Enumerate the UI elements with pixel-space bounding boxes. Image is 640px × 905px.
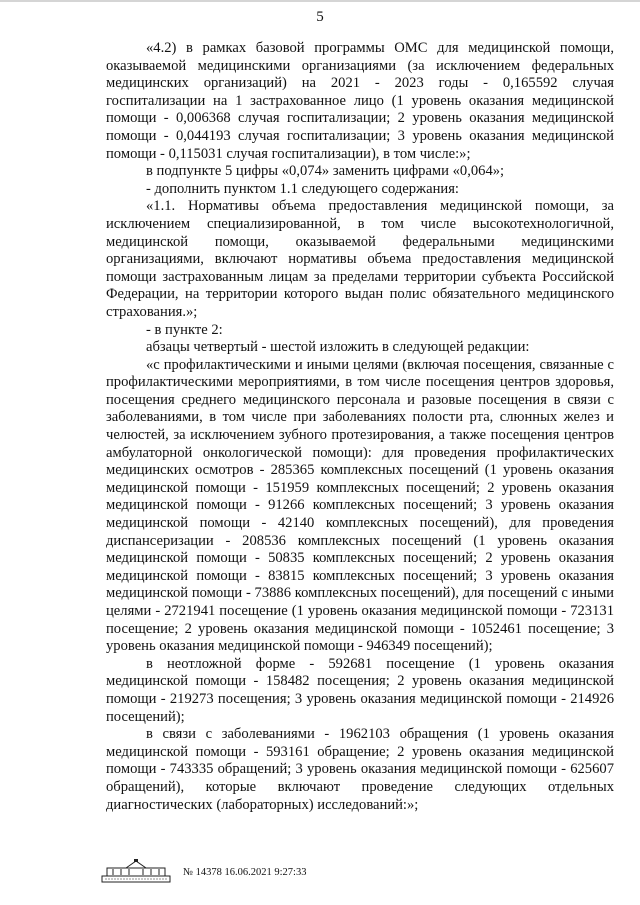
paragraph-preventive-visits: «с профилактическими и иными целями (включая посещения, связанные с профилактическими мероприятиями, в том числе посещения центров здоровья, посещения среднего медицинского персонала и разовые посещения в связи с заболеваниями, в том числе при заболеваниях полости рта, слюнных желез и челюстей, за исключением зубного протезирования, а также посещения центров амбулаторной онкологической помощи): для проведения профилактических медицинских осмотров - 285365 комплексных посещений (1 уровень оказания медицинской помощи - 151959 комплексных посещений; 2 уровень оказания медицинской помощи - 91266 комплексных посещений; 3 уровень оказания медицинской помощи - 42140 комплексных посещений), для проведения диспансеризации - 208536 комплексных посещений (1 уровень оказания медицинской помощи - 50835 комплексных посещений; 2 уровень оказания медицинской помощи - 83815 комплексных посещений; 3 уровень оказания медицинской помощи - 73886 комплексных посещений), для посещений с иными целями - 2721941 посещение (1 уровень оказания медицинской помощи - 723131 посещение; 2 уровень оказания медицинской помощи - 1052461 посещение; 3 уровень оказания медицинской помощи - 946349 посещений); xyxy=(106,356,614,655)
registration-number: № 14378 16.06.2021 9:27:33 xyxy=(183,867,307,878)
paragraph-subpoint-5: в подпункте 5 цифры «0,074» заменить цифрами «0,064»; xyxy=(146,163,505,180)
paragraph-urgent-visits: в неотложной форме - 592681 посещение (1 уровень оказания медицинской помощи - 158482 посещения; 2 уровень оказания медицинской помощи - 219273 посещения; 3 уровень оказания медицинской помощи - 214926 посещений); xyxy=(106,655,614,725)
paragraph-4-2: «4.2) в рамках базовой программы ОМС для медицинской помощи, оказываемой медицинскими организациями (за исключением федеральных медицинских организаций) на 2021 - 2023 годы - 0,165592 случая госпитализации на 1 застрахованное лицо (1 уровень оказания медицинской помощи - 0,006368 случая госпитализации; 2 уровень оказания медицинской помощи - 0,044193 случая госпитализации; 3 уровень оказания медицинской помощи - 0,115031 случая госпитализации), в том числе:»; xyxy=(106,40,614,162)
paragraph-1-1: «1.1. Нормативы объема предоставления медицинской помощи, за исключением специализированной, в том числе высокотехнологичной, медицинской помощи, оказываемой федеральными медицинскими организациями, включают нормативы объема предоставления медицинской помощи застрахованным лицам за пределами территории субъекта Российской Федерации, на территории которого выдан полис обязательного медицинского страхования.»; xyxy=(106,198,614,320)
government-building-stamp-icon xyxy=(101,858,171,884)
paragraph-disease-visits: в связи с заболеваниями - 1962103 обращения (1 уровень оказания медицинской помощи - 593161 обращение; 2 уровень оказания медицинской помощи - 743335 обращений; 3 уровень оказания медицинской помощи - 625607 обращений), которые включают проведение следующих отдельных диагностических (лабораторных) исследований:»; xyxy=(106,726,614,813)
document-body xyxy=(106,40,614,814)
page-number: 5 xyxy=(316,9,324,25)
paragraph-add-point-1-1: - дополнить пунктом 1.1 следующего содержания: xyxy=(146,180,459,197)
footer xyxy=(101,858,351,886)
paragraph-abzacy: абзацы четвертый - шестой изложить в следующей редакции: xyxy=(146,339,530,356)
paragraph-point-2: - в пункте 2: xyxy=(146,321,223,338)
